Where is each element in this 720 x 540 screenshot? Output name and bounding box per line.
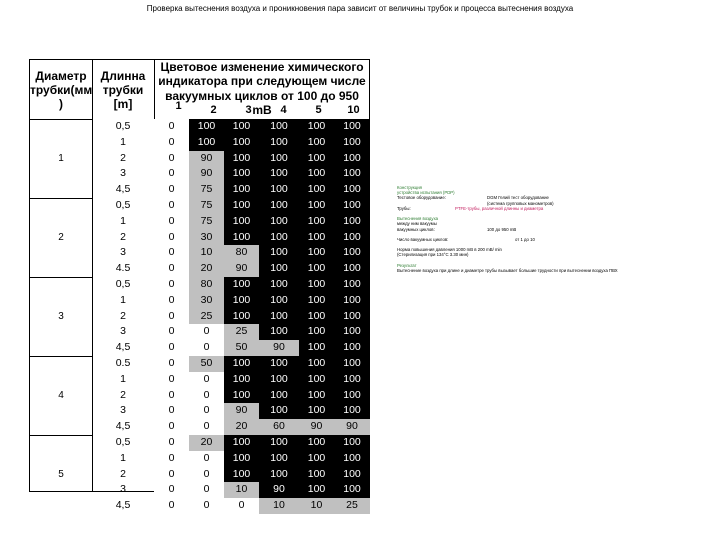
value-cell: 0	[154, 182, 189, 198]
value-cell: 0	[154, 498, 189, 514]
value-cell: 0	[154, 245, 189, 261]
value-cell: 100	[224, 467, 259, 483]
value-cell: 100	[224, 388, 259, 404]
value-cell: 100	[299, 198, 334, 214]
value-cell: 0	[154, 151, 189, 167]
diameter-cell: 1	[58, 152, 64, 164]
value-cell: 100	[334, 277, 370, 293]
value-cell: 100	[334, 166, 370, 182]
value-cell: 0	[189, 340, 224, 356]
length-cell: 4,5	[115, 183, 131, 196]
value-cell: 100	[224, 356, 259, 372]
table-row	[92, 151, 370, 167]
results-table	[29, 59, 370, 512]
value-cell: 100	[259, 309, 299, 325]
table-row	[92, 135, 370, 151]
value-cell: 100	[259, 467, 299, 483]
table-row	[92, 214, 370, 230]
length-cell: 1	[120, 214, 126, 227]
value-cell: 0	[154, 166, 189, 182]
value-cell: 100	[259, 277, 299, 293]
value-cell: 90	[189, 166, 224, 182]
value-cell: 100	[299, 261, 334, 277]
length-cell: 4,5	[115, 420, 131, 433]
value-cell: 90	[224, 403, 259, 419]
value-cell: 90	[189, 151, 224, 167]
length-cell: 2	[120, 230, 126, 243]
value-cell: 100	[224, 277, 259, 293]
notes-heading: Вытеснения воздуха	[397, 216, 439, 222]
value-cell: 100	[259, 230, 299, 246]
value-cell: 100	[299, 451, 334, 467]
group-divider	[30, 435, 92, 436]
value-cell: 100	[299, 135, 334, 151]
table-row	[92, 293, 370, 309]
value-cell: 100	[259, 245, 299, 261]
notes-heading: устройства испытания (PDP)	[397, 190, 455, 196]
value-cell: 100	[334, 403, 370, 419]
table-row	[92, 467, 370, 483]
table-row	[92, 451, 370, 467]
value-cell: 100	[259, 166, 299, 182]
value-cell: 0	[154, 340, 189, 356]
value-cell: 0	[154, 309, 189, 325]
num-cycles-label: Число вакуумных циклов:	[397, 236, 449, 242]
length-cell: 1	[120, 293, 126, 306]
value-cell: 100	[334, 198, 370, 214]
value-cell: 100	[259, 261, 299, 277]
value-cell: 0	[154, 293, 189, 309]
value-cell: 0	[189, 467, 224, 483]
result-text: Вытеснение воздуха при длине и диаметре трубы вызывает большие трудности при вытеснении воздуха ПВХ	[397, 268, 618, 273]
value-cell: 0	[154, 482, 189, 498]
length-cell: 1	[120, 372, 126, 385]
value-cell: 100	[334, 324, 370, 340]
value-cell: 20	[189, 435, 224, 451]
value-cell: 0	[189, 498, 224, 514]
value-cell: 100	[299, 324, 334, 340]
value-cell: 100	[224, 451, 259, 467]
value-cell: 100	[259, 356, 299, 372]
length-cell: 0,5	[115, 277, 131, 290]
value-cell: 100	[224, 135, 259, 151]
length-cell: 3	[120, 246, 126, 259]
value-cell: 0	[154, 467, 189, 483]
length-cell: 0,5	[115, 435, 131, 448]
cycles-value: 100 до 950 mB	[487, 226, 517, 232]
value-cell: 100	[334, 340, 370, 356]
notes-heading: Конструкция	[397, 185, 422, 190]
table-row	[92, 261, 370, 277]
value-cell: 60	[259, 419, 299, 435]
value-cell: 100	[259, 119, 299, 135]
tubes-value: PTFE-трубы, различной длинны и диаметра	[455, 205, 544, 211]
value-cell: 50	[189, 356, 224, 372]
value-cell: 100	[259, 388, 299, 404]
value-cell: 100	[224, 182, 259, 198]
length-cell: 4,5	[115, 341, 131, 354]
length-cell: 0,5	[115, 120, 131, 132]
length-cell: 2	[120, 151, 126, 164]
length-cell: 0.5	[115, 356, 131, 369]
value-cell: 0	[189, 482, 224, 498]
value-cell: 0	[154, 119, 189, 135]
value-cell: 0	[189, 372, 224, 388]
value-cell: 0	[154, 388, 189, 404]
value-cell: 100	[259, 403, 299, 419]
table-row	[92, 166, 370, 182]
notes-line: между ним вакуумы	[397, 221, 437, 227]
sterilization-line: (Стерилизация при 134°С 3.30 мин)	[397, 252, 469, 258]
value-cell: 100	[299, 356, 334, 372]
value-cell: 0	[154, 372, 189, 388]
value-cell: 100	[259, 435, 299, 451]
value-cell: 100	[334, 356, 370, 372]
value-cell: 100	[224, 230, 259, 246]
table-row	[92, 182, 370, 198]
value-cell: 10	[224, 482, 259, 498]
table-row	[92, 356, 370, 372]
value-cell: 0	[154, 324, 189, 340]
value-cell: 100	[299, 388, 334, 404]
value-cell: 100	[334, 482, 370, 498]
value-cell: 100	[334, 435, 370, 451]
value-cell: 100	[334, 245, 370, 261]
value-cell: 25	[224, 324, 259, 340]
value-cell: 100	[299, 403, 334, 419]
value-cell: 0	[224, 498, 259, 514]
table-row	[92, 245, 370, 261]
value-cell: 100	[224, 198, 259, 214]
test-equipment-value: DGM Гелий тест оборудование	[487, 195, 549, 201]
value-cell: 90	[259, 482, 299, 498]
cycle-number: 4	[280, 104, 287, 116]
value-cell: 50	[224, 340, 259, 356]
length-cell: 3	[120, 167, 126, 180]
length-cell: 3	[120, 404, 126, 417]
table-row	[92, 435, 370, 451]
value-cell: 0	[189, 419, 224, 435]
value-cell: 100	[334, 261, 370, 277]
value-cell: 100	[259, 324, 299, 340]
value-cell: 75	[189, 182, 224, 198]
length-header: Длинна трубки [m]	[100, 69, 146, 112]
value-cell: 100	[299, 119, 334, 135]
value-cell: 100	[299, 182, 334, 198]
value-cell: 100	[334, 182, 370, 198]
value-cell: 100	[334, 293, 370, 309]
value-cell: 100	[299, 151, 334, 167]
value-cell: 100	[334, 135, 370, 151]
table-body	[92, 119, 370, 514]
value-cell: 100	[334, 467, 370, 483]
value-cell: 100	[189, 135, 224, 151]
length-cell: 2	[120, 309, 126, 322]
value-cell: 0	[189, 451, 224, 467]
value-cell: 0	[154, 356, 189, 372]
value-cell: 100	[224, 151, 259, 167]
value-cell: 100	[299, 166, 334, 182]
value-cell: 100	[224, 372, 259, 388]
length-cell: 4.5	[115, 262, 131, 275]
value-cell: 100	[224, 309, 259, 325]
group-divider	[30, 277, 92, 278]
tubes-label: Трубы:	[397, 205, 411, 211]
color-change-header: Цветовое изменение химического индикатора при следующем числе вакуумных циклов от 100 до 950 mB	[158, 60, 366, 118]
value-cell: 0	[154, 277, 189, 293]
table-row	[92, 324, 370, 340]
value-cell: 0	[154, 435, 189, 451]
value-cell: 25	[334, 498, 370, 514]
value-cell: 100	[334, 151, 370, 167]
group-divider	[30, 119, 92, 120]
group-divider	[30, 198, 92, 199]
value-cell: 75	[189, 214, 224, 230]
value-cell: 0	[154, 198, 189, 214]
cycle-number: 1	[175, 100, 182, 112]
value-cell: 90	[224, 261, 259, 277]
test-equipment-label: Тестовое оборудование:	[397, 195, 446, 201]
value-cell: 100	[334, 230, 370, 246]
value-cell: 0	[154, 403, 189, 419]
value-cell: 0	[189, 403, 224, 419]
value-cell: 100	[334, 388, 370, 404]
length-cell: 3	[120, 483, 126, 496]
value-cell: 90	[334, 419, 370, 435]
value-cell: 100	[259, 372, 299, 388]
rate-line: Норма повышения давления 1000 mB в 200 mB/ min	[397, 247, 502, 253]
group-divider	[30, 356, 92, 357]
page-title: Проверка вытеснения воздуха и проникновения пара зависит от величины трубок и процесса вытеснения воздуха	[146, 4, 574, 13]
length-cell: 0,5	[115, 198, 131, 211]
value-cell: 100	[299, 245, 334, 261]
num-cycles-value: от 1 до 10	[515, 236, 535, 242]
value-cell: 100	[334, 451, 370, 467]
value-cell: 0	[154, 451, 189, 467]
cycle-number: 2	[210, 104, 217, 116]
value-cell: 100	[299, 435, 334, 451]
result-heading: Результат	[397, 262, 417, 268]
table-row	[92, 403, 370, 419]
value-cell: 100	[224, 214, 259, 230]
table-row	[92, 419, 370, 435]
value-cell: 100	[334, 372, 370, 388]
value-cell: 0	[154, 135, 189, 151]
value-cell: 100	[259, 182, 299, 198]
diameter-cell: 3	[58, 310, 64, 322]
cycle-number: 3	[245, 104, 252, 116]
value-cell: 75	[189, 198, 224, 214]
value-cell: 0	[154, 230, 189, 246]
length-cell: 2	[120, 388, 126, 401]
value-cell: 0	[189, 324, 224, 340]
value-cell: 100	[224, 166, 259, 182]
diameter-cell: 2	[58, 231, 64, 243]
value-cell: 100	[334, 119, 370, 135]
diameter-header: Диаметр трубки(мм )	[30, 69, 93, 112]
value-cell: 10	[189, 245, 224, 261]
value-cell: 100	[299, 340, 334, 356]
table-row	[92, 230, 370, 246]
table-row	[92, 340, 370, 356]
value-cell: 100	[259, 451, 299, 467]
value-cell: 30	[189, 230, 224, 246]
value-cell: 100	[299, 230, 334, 246]
length-cell: 1	[120, 135, 126, 148]
table-row	[92, 388, 370, 404]
cycle-number: 10	[347, 104, 360, 116]
value-cell: 100	[299, 293, 334, 309]
value-cell: 100	[224, 119, 259, 135]
value-cell: 100	[334, 214, 370, 230]
diameter-cell: 5	[58, 468, 64, 480]
length-cell: 2	[120, 467, 126, 480]
value-cell: 100	[259, 151, 299, 167]
value-cell: 100	[224, 435, 259, 451]
value-cell: 100	[189, 119, 224, 135]
value-cell: 100	[259, 198, 299, 214]
length-cell: 3	[120, 325, 126, 338]
value-cell: 100	[299, 309, 334, 325]
value-cell: 10	[259, 498, 299, 514]
value-cell: 0	[154, 261, 189, 277]
table-row	[92, 119, 370, 135]
value-cell: 100	[299, 277, 334, 293]
value-cell: 100	[299, 372, 334, 388]
diameter-cell: 4	[58, 389, 64, 401]
value-cell: 90	[299, 419, 334, 435]
value-cell: 90	[259, 340, 299, 356]
value-cell: 100	[299, 214, 334, 230]
table-row	[92, 198, 370, 214]
table-row	[92, 309, 370, 325]
table-row	[92, 498, 370, 514]
value-cell: 100	[334, 309, 370, 325]
value-cell: 100	[259, 293, 299, 309]
test-equipment-value-2: (система групповых манометров)	[487, 200, 554, 206]
value-cell: 10	[299, 498, 334, 514]
value-cell: 25	[189, 309, 224, 325]
value-cell: 0	[154, 419, 189, 435]
notes-panel	[397, 185, 697, 273]
value-cell: 100	[299, 467, 334, 483]
value-cell: 20	[224, 419, 259, 435]
length-cell: 4,5	[115, 499, 131, 512]
value-cell: 20	[189, 261, 224, 277]
cycle-number-row	[161, 100, 371, 118]
value-cell: 100	[259, 135, 299, 151]
value-cell: 80	[189, 277, 224, 293]
value-cell: 100	[224, 293, 259, 309]
value-cell: 30	[189, 293, 224, 309]
cycle-number: 5	[315, 104, 322, 116]
table-row	[92, 482, 370, 498]
table-row	[92, 277, 370, 293]
length-cell: 1	[120, 451, 126, 464]
table-row	[92, 372, 370, 388]
cycles-label: вакуумных циклов:	[397, 226, 435, 232]
value-cell: 80	[224, 245, 259, 261]
value-cell: 100	[299, 482, 334, 498]
value-cell: 100	[259, 214, 299, 230]
value-cell: 0	[189, 388, 224, 404]
value-cell: 0	[154, 214, 189, 230]
